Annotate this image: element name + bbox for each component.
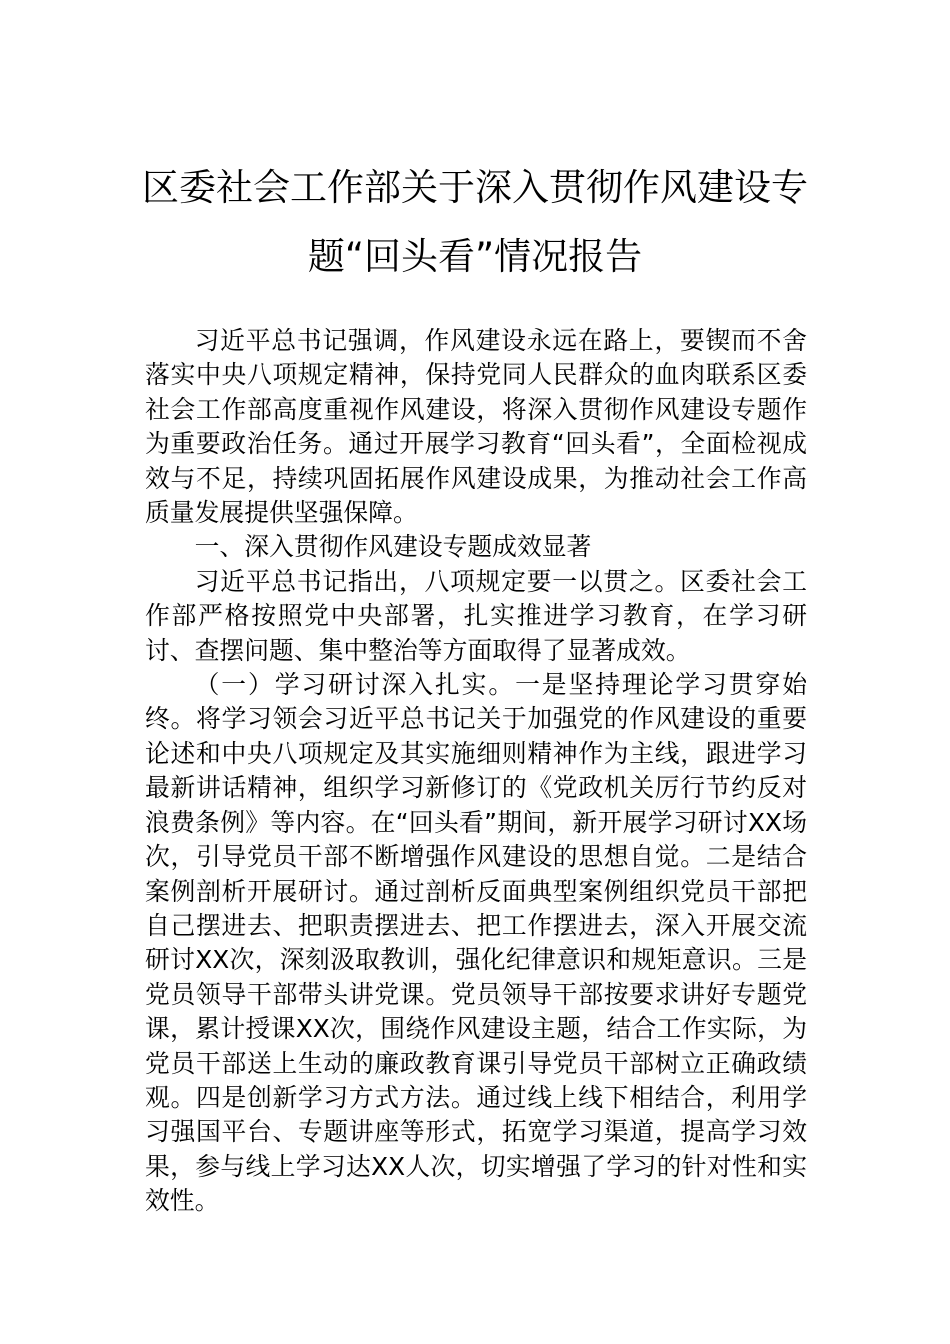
intro-paragraph: 习近平总书记强调，作风建设永远在路上，要锲而不舍落实中央八项规定精神，保持党同人民群众的血肉联系区委社会工作部高度重视作风建设，将深入贯彻作风建设专题作为重要政治任务。通过开展学习教育“回头看”，全面检视成效与不足，持续巩固拓展作风建设成果，为推动社会工作高质量发展提供坚强保障。 — [145, 326, 807, 528]
section-heading-1: 一、深入贯彻作风建设专题成效显著 — [194, 532, 592, 562]
document-title-line-2: 题“回头看”情况报告 — [307, 235, 643, 278]
section-1-paragraph: 习近平总书记指出，八项规定要一以贯之。区委社会工作部严格按照党中央部署，扎实推进学习教育，在学习研讨、查摆问题、集中整治等方面取得了显著成效。 — [145, 566, 807, 665]
subsection-1-paragraph: （一）学习研讨深入扎实。一是坚持理论学习贯穿始终。将学习领会习近平总书记关于加强党的作风建设的重要论述和中央八项规定及其实施细则精神作为主线，跟进学习最新讲话精神，组织学习新修订的《党政机关厉行节约反对浪费条例》等内容。在“回头看”期间，新开展学习研讨XX场次，引导党员干部不断增强作风建设的思想自觉。二是结合案例剖析开展研讨。通过剖析反面典型案例组织党员干部把自己摆进去、把职责摆进去、把工作摆进去，深入开展交流研讨XX次，深刻汲取教训，强化纪律意识和规矩意识。三是党员领导干部带头讲党课。党员领导干部按要求讲好专题党课，累计授课XX次，围绕作风建设主题，结合工作实际，为党员干部送上生动的廉政教育课引导党员干部树立正确政绩观。四是创新学习方式方法。通过线上线下相结合，利用学习强国平台、专题讲座等形式，拓宽学习渠道，提高学习效果，参与线上学习达XX人次，切实增强了学习的针对性和实效性。 — [145, 670, 807, 1216]
document-title-line-1: 区委社会工作部关于深入贯彻作风建设专 — [142, 166, 808, 209]
document-body — [145, 324, 807, 1219]
